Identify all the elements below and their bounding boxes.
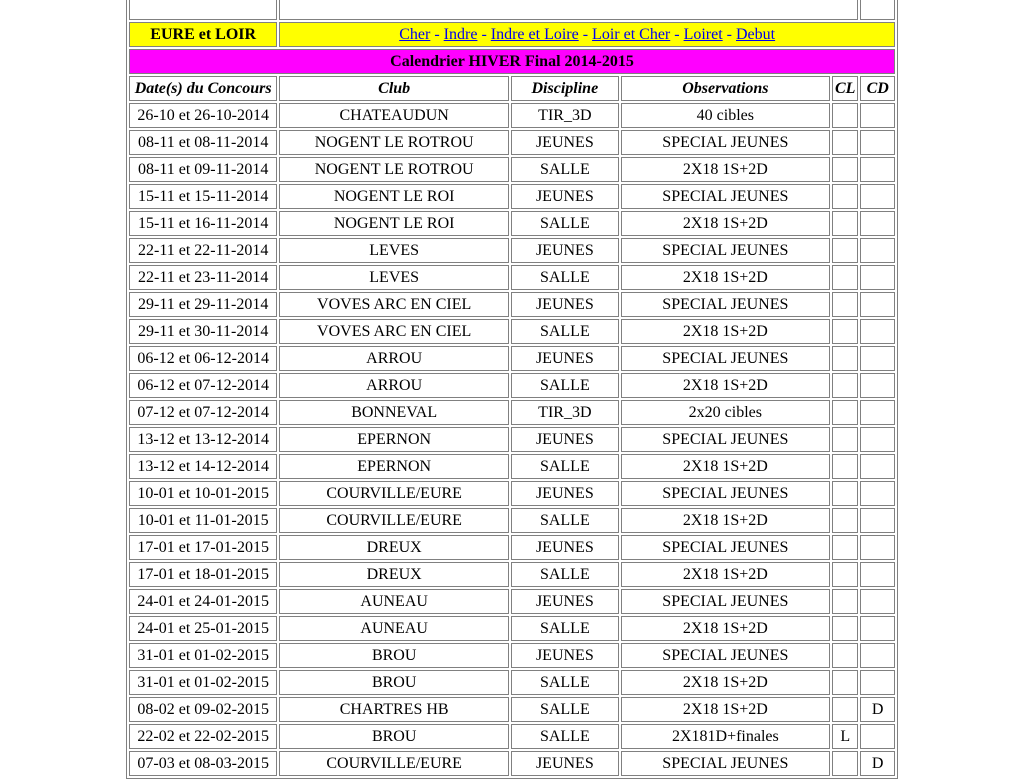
discipline-cell: SALLE: [511, 373, 619, 398]
observations-cell: SPECIAL JEUNES: [621, 346, 830, 371]
observations-cell: 2X18 1S+2D: [621, 319, 830, 344]
date-cell: 29-11 et 30-11-2014: [129, 319, 277, 344]
discipline-cell: JEUNES: [511, 184, 619, 209]
discipline-cell: JEUNES: [511, 292, 619, 317]
cl-cell: [832, 238, 858, 263]
discipline-cell: SALLE: [511, 670, 619, 695]
cd-cell: [860, 454, 895, 479]
department-link-cher[interactable]: Cher: [399, 26, 431, 43]
club-cell: LEVES: [279, 265, 509, 290]
cd-cell: D: [860, 697, 895, 722]
cl-cell: [832, 535, 858, 560]
department-link-loiret[interactable]: Loiret: [683, 26, 723, 43]
cd-cell: [860, 211, 895, 236]
observations-cell: SPECIAL JEUNES: [621, 481, 830, 506]
table-row: [129, 697, 895, 722]
table-row: [129, 454, 895, 479]
observations-cell: SPECIAL JEUNES: [621, 751, 830, 776]
column-header-discipline: Discipline: [511, 76, 619, 101]
observations-cell: 2X181D+finales: [621, 724, 830, 749]
calendar-wrapper: [126, 0, 898, 779]
department-row: [129, 22, 895, 47]
table-row: [129, 589, 895, 614]
cd-cell: [860, 616, 895, 641]
date-cell: 13-12 et 14-12-2014: [129, 454, 277, 479]
cl-cell: [832, 103, 858, 128]
observations-cell: SPECIAL JEUNES: [621, 535, 830, 560]
discipline-cell: JEUNES: [511, 535, 619, 560]
table-row: [129, 508, 895, 533]
cl-cell: [832, 697, 858, 722]
cd-cell: [860, 346, 895, 371]
discipline-cell: SALLE: [511, 211, 619, 236]
cl-cell: [832, 751, 858, 776]
discipline-cell: SALLE: [511, 508, 619, 533]
cd-cell: [860, 670, 895, 695]
table-row: [129, 184, 895, 209]
date-cell: 08-11 et 08-11-2014: [129, 130, 277, 155]
discipline-cell: TIR_3D: [511, 103, 619, 128]
cl-cell: [832, 373, 858, 398]
date-cell: 26-10 et 26-10-2014: [129, 103, 277, 128]
discipline-cell: JEUNES: [511, 238, 619, 263]
date-cell: 06-12 et 07-12-2014: [129, 373, 277, 398]
cut-off-row: [129, 0, 895, 20]
club-cell: AUNEAU: [279, 616, 509, 641]
club-cell: BROU: [279, 643, 509, 668]
club-cell: CHARTRES HB: [279, 697, 509, 722]
department-links: [279, 22, 895, 47]
table-row: [129, 751, 895, 776]
club-cell: ARROU: [279, 346, 509, 371]
date-cell: 13-12 et 13-12-2014: [129, 427, 277, 452]
club-cell: DREUX: [279, 535, 509, 560]
date-cell: 31-01 et 01-02-2015: [129, 643, 277, 668]
discipline-cell: SALLE: [511, 319, 619, 344]
table-row: [129, 211, 895, 236]
club-cell: BROU: [279, 724, 509, 749]
date-cell: 22-02 et 22-02-2015: [129, 724, 277, 749]
table-row: [129, 157, 895, 182]
observations-cell: 2X18 1S+2D: [621, 562, 830, 587]
discipline-cell: TIR_3D: [511, 400, 619, 425]
cl-cell: L: [832, 724, 858, 749]
table-row: [129, 130, 895, 155]
calendar-title-row: [129, 49, 895, 74]
club-cell: BONNEVAL: [279, 400, 509, 425]
club-cell: DREUX: [279, 562, 509, 587]
discipline-cell: SALLE: [511, 454, 619, 479]
link-separator: -: [722, 26, 736, 43]
department-link-indre-et-loire[interactable]: Indre et Loire: [490, 26, 579, 43]
cl-cell: [832, 454, 858, 479]
table-row: [129, 292, 895, 317]
calendar-table: [126, 0, 898, 779]
observations-cell: 2X18 1S+2D: [621, 508, 830, 533]
cd-cell: [860, 562, 895, 587]
observations-cell: 2X18 1S+2D: [621, 616, 830, 641]
club-cell: EPERNON: [279, 427, 509, 452]
observations-cell: 40 cibles: [621, 103, 830, 128]
header-row: [129, 76, 895, 101]
link-separator: -: [670, 26, 684, 43]
table-row: [129, 481, 895, 506]
discipline-cell: JEUNES: [511, 130, 619, 155]
date-cell: 17-01 et 18-01-2015: [129, 562, 277, 587]
cl-cell: [832, 292, 858, 317]
table-row: [129, 535, 895, 560]
observations-cell: 2X18 1S+2D: [621, 697, 830, 722]
date-cell: 22-11 et 23-11-2014: [129, 265, 277, 290]
club-cell: ARROU: [279, 373, 509, 398]
department-name: EURE et LOIR: [129, 22, 277, 47]
discipline-cell: JEUNES: [511, 643, 619, 668]
club-cell: LEVES: [279, 238, 509, 263]
date-cell: 10-01 et 11-01-2015: [129, 508, 277, 533]
club-cell: NOGENT LE ROI: [279, 211, 509, 236]
club-cell: CHATEAUDUN: [279, 103, 509, 128]
cd-cell: [860, 427, 895, 452]
discipline-cell: SALLE: [511, 616, 619, 641]
table-row: [129, 562, 895, 587]
cd-cell: [860, 103, 895, 128]
cl-cell: [832, 319, 858, 344]
observations-cell: SPECIAL JEUNES: [621, 292, 830, 317]
observations-cell: 2X18 1S+2D: [621, 454, 830, 479]
cd-cell: [860, 292, 895, 317]
table-row: [129, 643, 895, 668]
table-row: [129, 670, 895, 695]
date-cell: 17-01 et 17-01-2015: [129, 535, 277, 560]
observations-cell: SPECIAL JEUNES: [621, 130, 830, 155]
link-separator: -: [477, 26, 491, 43]
department-link-debut[interactable]: Debut: [736, 26, 776, 43]
calendar-title: Calendrier HIVER Final 2014-2015: [129, 49, 895, 74]
club-cell: NOGENT LE ROTROU: [279, 157, 509, 182]
observations-cell: 2X18 1S+2D: [621, 670, 830, 695]
cd-cell: D: [860, 751, 895, 776]
cl-cell: [832, 130, 858, 155]
date-cell: 06-12 et 06-12-2014: [129, 346, 277, 371]
club-cell: COURVILLE/EURE: [279, 508, 509, 533]
cd-cell: [860, 535, 895, 560]
discipline-cell: JEUNES: [511, 346, 619, 371]
department-link-indre[interactable]: Indre: [443, 26, 478, 43]
cd-cell: [860, 130, 895, 155]
cd-cell: [860, 238, 895, 263]
club-cell: VOVES ARC EN CIEL: [279, 319, 509, 344]
column-header-date: Date(s) du Concours: [129, 76, 277, 101]
cl-cell: [832, 157, 858, 182]
cl-cell: [832, 562, 858, 587]
column-header-club: Club: [279, 76, 509, 101]
discipline-cell: JEUNES: [511, 751, 619, 776]
cl-cell: [832, 589, 858, 614]
cl-cell: [832, 616, 858, 641]
cl-cell: [832, 670, 858, 695]
cl-cell: [832, 643, 858, 668]
link-separator: -: [430, 26, 444, 43]
observations-cell: SPECIAL JEUNES: [621, 184, 830, 209]
date-cell: 24-01 et 25-01-2015: [129, 616, 277, 641]
cd-cell: [860, 157, 895, 182]
date-cell: 15-11 et 16-11-2014: [129, 211, 277, 236]
date-cell: 08-11 et 09-11-2014: [129, 157, 277, 182]
cl-cell: [832, 400, 858, 425]
date-cell: 31-01 et 01-02-2015: [129, 670, 277, 695]
cd-cell: [860, 481, 895, 506]
column-header-observations: Observations: [621, 76, 830, 101]
column-header-cd: CD: [860, 76, 895, 101]
cd-cell: [860, 508, 895, 533]
date-cell: 07-03 et 08-03-2015: [129, 751, 277, 776]
cl-cell: [832, 481, 858, 506]
observations-cell: 2X18 1S+2D: [621, 211, 830, 236]
discipline-cell: JEUNES: [511, 589, 619, 614]
club-cell: VOVES ARC EN CIEL: [279, 292, 509, 317]
date-cell: 29-11 et 29-11-2014: [129, 292, 277, 317]
observations-cell: 2X18 1S+2D: [621, 373, 830, 398]
table-row: [129, 427, 895, 452]
table-row: [129, 400, 895, 425]
discipline-cell: JEUNES: [511, 427, 619, 452]
cl-cell: [832, 184, 858, 209]
table-row: [129, 319, 895, 344]
table-row: [129, 103, 895, 128]
cd-cell: [860, 265, 895, 290]
observations-cell: SPECIAL JEUNES: [621, 427, 830, 452]
table-row: [129, 616, 895, 641]
observations-cell: 2X18 1S+2D: [621, 157, 830, 182]
cd-cell: [860, 643, 895, 668]
club-cell: EPERNON: [279, 454, 509, 479]
discipline-cell: SALLE: [511, 697, 619, 722]
cl-cell: [832, 265, 858, 290]
date-cell: 24-01 et 24-01-2015: [129, 589, 277, 614]
date-cell: 15-11 et 15-11-2014: [129, 184, 277, 209]
club-cell: NOGENT LE ROTROU: [279, 130, 509, 155]
table-row: [129, 265, 895, 290]
cl-cell: [832, 211, 858, 236]
club-cell: NOGENT LE ROI: [279, 184, 509, 209]
discipline-cell: SALLE: [511, 265, 619, 290]
cd-cell: [860, 184, 895, 209]
date-cell: 08-02 et 09-02-2015: [129, 697, 277, 722]
observations-cell: 2x20 cibles: [621, 400, 830, 425]
table-row: [129, 238, 895, 263]
observations-cell: SPECIAL JEUNES: [621, 643, 830, 668]
table-row: [129, 373, 895, 398]
link-separator: -: [578, 26, 593, 43]
observations-cell: SPECIAL JEUNES: [621, 238, 830, 263]
date-cell: 22-11 et 22-11-2014: [129, 238, 277, 263]
cd-cell: [860, 589, 895, 614]
department-link-loir-et-cher[interactable]: Loir et Cher: [592, 26, 671, 43]
column-header-cl: CL: [832, 76, 858, 101]
club-cell: COURVILLE/EURE: [279, 481, 509, 506]
cl-cell: [832, 346, 858, 371]
cd-cell: [860, 373, 895, 398]
date-cell: 10-01 et 10-01-2015: [129, 481, 277, 506]
cd-cell: [860, 400, 895, 425]
table-row: [129, 346, 895, 371]
club-cell: AUNEAU: [279, 589, 509, 614]
discipline-cell: SALLE: [511, 724, 619, 749]
table-row: [129, 724, 895, 749]
cd-cell: [860, 319, 895, 344]
date-cell: 07-12 et 07-12-2014: [129, 400, 277, 425]
club-cell: BROU: [279, 670, 509, 695]
cl-cell: [832, 508, 858, 533]
cl-cell: [832, 427, 858, 452]
discipline-cell: JEUNES: [511, 481, 619, 506]
club-cell: COURVILLE/EURE: [279, 751, 509, 776]
cd-cell: [860, 724, 895, 749]
discipline-cell: SALLE: [511, 562, 619, 587]
discipline-cell: SALLE: [511, 157, 619, 182]
observations-cell: 2X18 1S+2D: [621, 265, 830, 290]
observations-cell: SPECIAL JEUNES: [621, 589, 830, 614]
